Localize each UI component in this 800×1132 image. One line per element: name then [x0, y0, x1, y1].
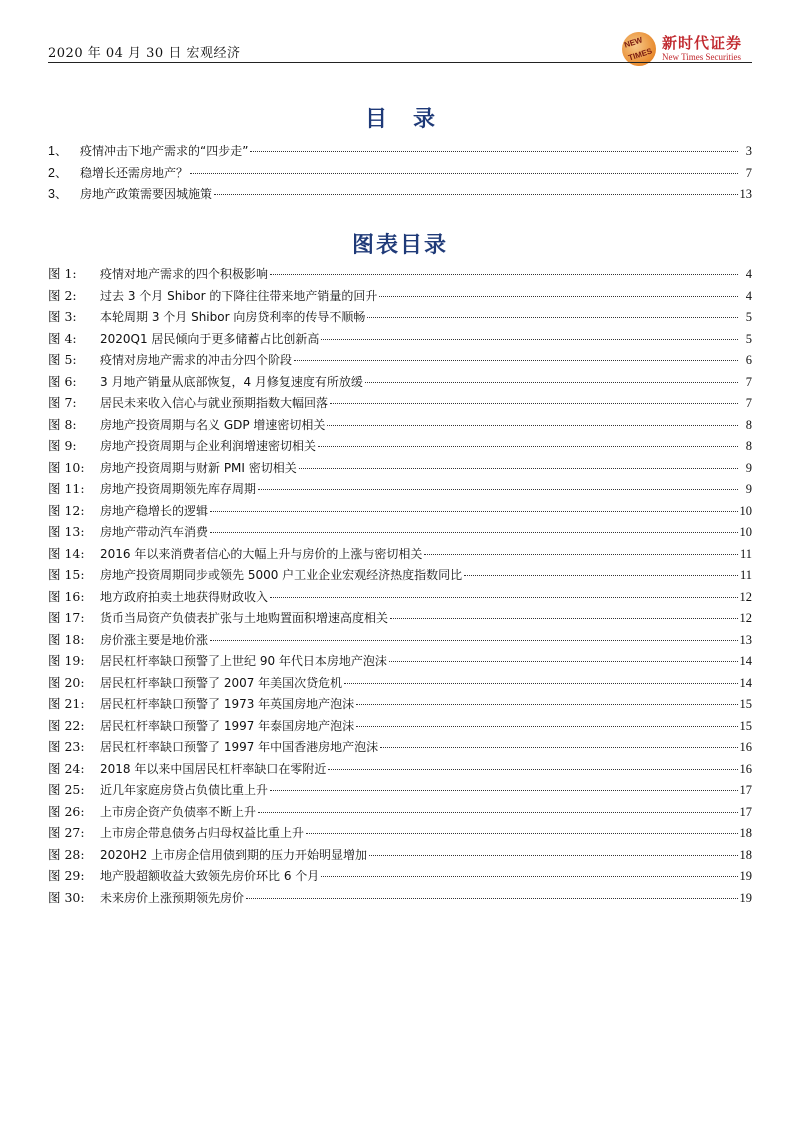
dot-leader: [306, 833, 737, 834]
figure-entry-page: 18: [739, 826, 752, 840]
figure-entry-number: 图 2:: [48, 287, 77, 303]
figure-entry[interactable]: [48, 458, 752, 480]
figure-entry-text: 居民杠杆率缺口预警了 1997 年中国香港房地产泡沫: [100, 740, 379, 754]
figure-entry[interactable]: [48, 608, 752, 630]
figure-entry-number: 图 17:: [48, 610, 85, 625]
figure-entry[interactable]: [48, 630, 752, 652]
figures-toc-list: [48, 264, 752, 909]
figure-entry-number: 图 26:: [48, 803, 85, 819]
figure-entry[interactable]: [48, 501, 752, 523]
dot-leader: [327, 425, 738, 426]
figure-entry-text: 疫情对地产需求的四个积极影响: [100, 267, 269, 281]
figure-entry-page: 13: [739, 632, 752, 647]
figure-entry-number: 图 23:: [48, 739, 85, 754]
dot-leader: [318, 446, 738, 447]
dot-leader: [380, 747, 737, 748]
figure-entry[interactable]: [48, 436, 752, 458]
figure-entry-page: 10: [739, 525, 752, 539]
figure-entry[interactable]: [48, 544, 752, 566]
dot-leader: [367, 317, 738, 318]
figure-entry-text: 房地产投资周期与企业利润增速密切相关: [100, 439, 317, 453]
figure-entry-page: 14: [739, 675, 752, 690]
figure-entry[interactable]: [48, 651, 752, 673]
dot-leader: [356, 704, 737, 705]
dot-leader: [365, 382, 738, 383]
dot-leader: [246, 898, 737, 899]
figure-entry-number: 图 19:: [48, 653, 85, 668]
logo-mark-bottom-text: TIMES: [627, 46, 654, 63]
header-divider: [48, 62, 752, 63]
figure-entry-page: 9: [745, 482, 752, 496]
dot-leader: [190, 173, 738, 174]
toc-entry[interactable]: [48, 163, 752, 185]
figure-entry-number: 图 6:: [48, 373, 77, 389]
figure-entry-page: 7: [745, 396, 752, 410]
figure-entry-page: 5: [745, 331, 752, 346]
dot-leader: [299, 468, 738, 469]
dot-leader: [369, 855, 737, 856]
page-header: [48, 34, 752, 63]
figure-entry[interactable]: [48, 522, 752, 544]
figure-entry[interactable]: [48, 415, 752, 437]
logo-chinese-name: 新时代证券: [662, 34, 743, 52]
figure-entry-number: 图 30:: [48, 889, 85, 905]
figure-entry-text: 居民杠杆率缺口预警了 1973 年英国房地产泡沫: [100, 697, 355, 711]
figure-entry-number: 图 16:: [48, 588, 85, 604]
figure-entry-text: 房地产投资周期领先库存周期: [100, 482, 257, 496]
figure-entry-number: 图 20:: [48, 674, 85, 690]
figure-entry-text: 2020Q1 居民倾向于更多储蓄占比创新高: [100, 331, 320, 346]
figure-entry-text: 本轮周期 3 个月 Shibor 向房贷利率的传导不顺畅: [100, 310, 366, 324]
figure-entry-page: 7: [745, 374, 752, 389]
figure-entry-page: 14: [739, 654, 752, 668]
dot-leader: [294, 360, 738, 361]
toc-title: 目录: [364, 107, 461, 132]
figures-toc-title: 图表目录: [351, 233, 448, 258]
figure-entry-page: 8: [745, 439, 752, 453]
logo-mark-top-text: NEW: [623, 35, 644, 50]
figure-entry-text: 房地产带动汽车消费: [100, 525, 209, 539]
figure-entry-number: 图 21:: [48, 696, 85, 711]
figure-entry-text: 过去 3 个月 Shibor 的下降往往带来地产销量的回升: [100, 288, 378, 303]
figure-entry-text: 地方政府拍卖土地获得财政收入: [100, 589, 269, 604]
figure-entry-page: 16: [739, 761, 752, 776]
figure-entry-page: 15: [739, 697, 752, 711]
figure-entry-page: 11: [739, 546, 752, 561]
figure-entry-text: 居民杠杆率缺口预警了 1997 年泰国房地产泡沫: [100, 718, 355, 733]
figure-entry[interactable]: [48, 372, 752, 394]
figure-entry-page: 16: [739, 740, 752, 754]
toc-entry-page: 3: [745, 144, 752, 158]
company-logo: [622, 32, 752, 66]
figure-entry-page: 19: [739, 869, 752, 883]
figure-entry-number: 图 5:: [48, 352, 77, 367]
figure-entry-number: 图 27:: [48, 825, 85, 840]
figure-entry-page: 4: [745, 267, 752, 281]
figure-entry-text: 居民杠杆率缺口预警了 2007 年美国次贷危机: [100, 675, 343, 690]
figure-entry-text: 房地产稳增长的逻辑: [100, 503, 209, 518]
figure-entry-page: 4: [745, 288, 752, 303]
dot-leader: [321, 339, 738, 340]
figure-entry[interactable]: [48, 479, 752, 501]
figure-entry-number: 图 25:: [48, 782, 85, 797]
dot-leader: [214, 194, 737, 195]
figure-entry-text: 居民未来收入信心与就业预期指数大幅回落: [100, 396, 329, 410]
figure-entry-text: 房地产投资周期与名义 GDP 增速密切相关: [100, 417, 326, 432]
figure-entry-text: 上市房企带息债务占归母权益比重上升: [100, 826, 305, 840]
figure-entry-number: 图 13:: [48, 524, 85, 539]
header-date: 2020 年 04 月 30 日 宏观经济: [48, 46, 241, 61]
figure-entry[interactable]: [48, 716, 752, 738]
figure-entry-page: 8: [745, 417, 752, 432]
toc-list: [48, 141, 752, 206]
figure-entry[interactable]: [48, 759, 752, 781]
figure-entry-page: 9: [745, 460, 752, 475]
dot-leader: [270, 790, 737, 791]
toc-entry[interactable]: [48, 184, 752, 206]
figure-entry-page: 6: [745, 353, 752, 367]
figure-entry-text: 房价涨主要是地价涨: [100, 632, 209, 647]
figure-entry-page: 17: [739, 783, 752, 797]
toc-entry-number: 1、: [48, 144, 68, 158]
figure-entry-number: 图 29:: [48, 868, 85, 883]
dot-leader: [258, 489, 738, 490]
figure-entry-number: 图 18:: [48, 631, 85, 647]
figure-entry[interactable]: [48, 737, 752, 759]
figure-entry-page: 10: [739, 503, 752, 518]
dot-leader: [258, 812, 737, 813]
toc-entry-page: 13: [739, 187, 752, 201]
figure-entry[interactable]: [48, 845, 752, 867]
figure-entry-text: 房地产投资周期与财新 PMI 密切相关: [100, 460, 297, 475]
toc-entry-number: 3、: [48, 187, 68, 201]
figure-entry[interactable]: [48, 673, 752, 695]
dot-leader: [389, 661, 738, 662]
figure-entry-number: 图 4:: [48, 330, 77, 346]
figure-entry[interactable]: [48, 888, 752, 910]
toc-entry-text: 稳增长还需房地产？: [80, 165, 189, 180]
figure-entry-number: 图 11:: [48, 481, 85, 496]
toc-entry-text: 房地产政策需要因城施策: [80, 187, 213, 201]
figure-entry-text: 地产股超额收益大致领先房价环比 6 个月: [100, 869, 320, 883]
figure-entry[interactable]: [48, 393, 752, 415]
figure-entry-number: 图 3:: [48, 309, 77, 324]
dot-leader: [424, 554, 738, 555]
dot-leader: [328, 769, 737, 770]
figure-entry-text: 货币当局资产负债表扩张与土地购置面积增速高度相关: [100, 611, 389, 625]
dot-leader: [356, 726, 737, 727]
dot-leader: [379, 296, 738, 297]
dot-leader: [210, 532, 737, 533]
toc-entry[interactable]: [48, 141, 752, 163]
dot-leader: [270, 597, 737, 598]
figure-entry-text: 上市房企资产负债率不断上升: [100, 804, 257, 819]
figure-entry[interactable]: [48, 866, 752, 888]
toc-entry-text: 疫情冲击下地产需求的“四步走”: [80, 144, 249, 158]
figure-entry-page: 18: [739, 847, 752, 862]
figure-entry[interactable]: [48, 780, 752, 802]
dot-leader: [464, 575, 738, 576]
figure-entry-page: 12: [739, 611, 752, 625]
figure-entry-text: 近几年家庭房贷占负债比重上升: [100, 783, 269, 797]
dot-leader: [344, 683, 737, 684]
figure-entry[interactable]: [48, 694, 752, 716]
figure-entry-page: 5: [745, 310, 752, 324]
figure-entry-page: 12: [739, 589, 752, 604]
figure-entry-number: 图 24:: [48, 760, 85, 776]
figure-entry-page: 15: [739, 718, 752, 733]
figure-entry-text: 2020H2 上市房企信用债到期的压力开始明显增加: [100, 847, 368, 862]
figure-entry-number: 图 10:: [48, 459, 85, 475]
figure-entry[interactable]: [48, 264, 752, 286]
figure-entry[interactable]: [48, 565, 752, 587]
figure-entry[interactable]: [48, 350, 752, 372]
figure-entry-text: 2016 年以来消费者信心的大幅上升与房价的上涨与密切相关: [100, 546, 423, 561]
logo-emblem-icon: [622, 32, 656, 66]
figure-entry-number: 图 12:: [48, 502, 85, 518]
figure-entry-number: 图 15:: [48, 567, 85, 582]
figure-entry-number: 图 28:: [48, 846, 85, 862]
logo-english-name: New Times Securities: [662, 52, 742, 62]
figure-entry-page: 19: [739, 890, 752, 905]
figure-entry[interactable]: [48, 587, 752, 609]
dot-leader: [270, 274, 738, 275]
dot-leader: [390, 618, 737, 619]
figure-entry[interactable]: [48, 802, 752, 824]
figure-entry-text: 未来房价上涨预期领先房价: [100, 890, 245, 905]
toc-entry-page: 7: [745, 165, 752, 180]
figure-entry-number: 图 9:: [48, 438, 77, 453]
figure-entry[interactable]: [48, 286, 752, 308]
figure-entry-number: 图 22:: [48, 717, 85, 733]
figure-entry-text: 疫情对房地产需求的冲击分四个阶段: [100, 353, 293, 367]
dot-leader: [250, 151, 738, 152]
dot-leader: [210, 640, 737, 641]
figure-entry-number: 图 7:: [48, 395, 77, 410]
figure-entry-number: 图 14:: [48, 545, 85, 561]
figure-entry[interactable]: [48, 329, 752, 351]
figure-entry-text: 房地产投资周期同步或领先 5000 户工业企业宏观经济热度指数同比: [100, 568, 463, 582]
dot-leader: [330, 403, 738, 404]
figure-entry[interactable]: [48, 823, 752, 845]
figure-entry-page: 17: [739, 804, 752, 819]
dot-leader: [321, 876, 737, 877]
figure-entry-text: 2018 年以来中国居民杠杆率缺口在零附近: [100, 761, 327, 776]
figure-entry-text: 3 月地产销量从底部恢复，4 月修复速度有所放缓: [100, 374, 363, 389]
figure-entry-page: 11: [739, 568, 752, 582]
figure-entry-number: 图 1:: [48, 266, 77, 281]
figure-entry-number: 图 8:: [48, 416, 77, 432]
figure-entry-text: 居民杠杆率缺口预警了上世纪 90 年代日本房地产泡沫: [100, 654, 387, 668]
toc-entry-number: 2、: [48, 165, 68, 180]
figure-entry[interactable]: [48, 307, 752, 329]
dot-leader: [210, 511, 737, 512]
